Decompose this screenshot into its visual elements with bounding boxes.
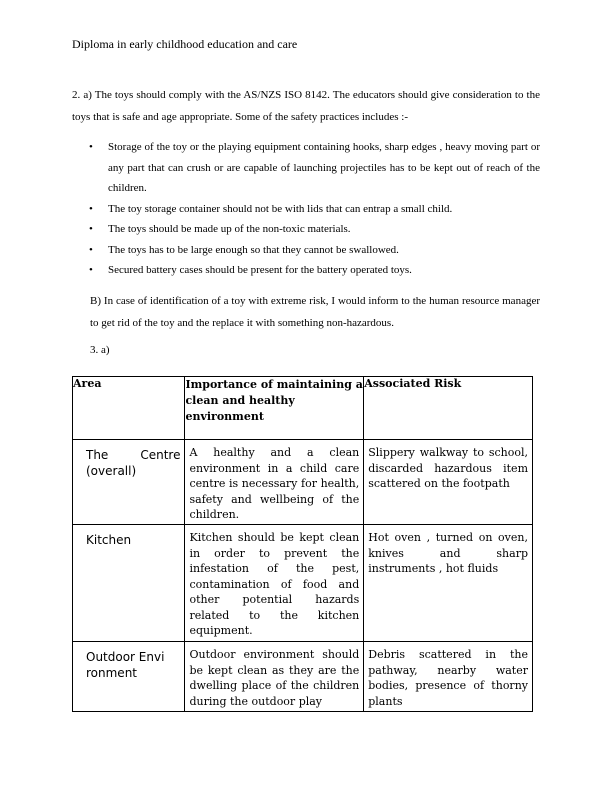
risk-text: Slippery walkway to school, discarded hazardous item scattered on the footpath	[368, 446, 528, 490]
list-item-text: The toys has to be large enough so that they cannot be swallowed.	[108, 243, 399, 256]
list-item	[89, 240, 540, 261]
table-row	[73, 525, 533, 642]
importance-text: Kitchen should be kept clean in order to prevent the infestation of the pest, contamination of food and other potential hazards related to the kitchen equipment.	[189, 531, 360, 637]
section-2a-intro: 2. a) The toys should comply with the AS/NZS ISO 8142. The educators should give consideration to the toys that is safe and age appropriate. Some of the safety practices includes :-	[72, 89, 540, 123]
bullet-icon: •	[89, 202, 93, 215]
table-row	[73, 642, 533, 712]
list-item-text: The toy storage container should not be with lids that can entrap a small child.	[108, 202, 453, 215]
section-2b-text: B) In case of identification of a toy with extreme risk, I would inform to the human resource manager to get rid of the toy and the replace it with something non-hazardous.	[90, 295, 540, 329]
importance-text: Outdoor environment should be kept clean as they are the dwelling place of the children during the outdoor play	[189, 648, 360, 708]
table-cell-area	[73, 440, 185, 525]
list-item-text: Secured battery cases should be present for the battery operated toys.	[108, 264, 412, 276]
table-cell-importance	[185, 440, 364, 525]
column-header-importance: Importance of maintaining a clean and healthy environment	[185, 377, 364, 440]
table-header-row	[73, 377, 533, 440]
table-row	[73, 440, 533, 525]
list-item	[89, 260, 540, 281]
list-item-text: The toys should be made up of the non-toxic materials.	[108, 223, 351, 235]
table-cell-risk	[364, 440, 533, 525]
environment-risk-table	[72, 376, 533, 712]
table-cell-risk	[364, 642, 533, 712]
area-label: Outdoor Environment	[86, 650, 165, 680]
list-item	[89, 219, 540, 240]
list-item	[89, 199, 540, 220]
table-cell-importance	[185, 525, 364, 642]
bullet-icon: •	[89, 141, 93, 153]
table-cell-area	[73, 525, 185, 642]
area-label: The Centre (overall)	[86, 448, 181, 478]
page-header: Diploma in early childhood education and care	[72, 37, 298, 51]
column-header-area: Area	[73, 377, 185, 440]
bullet-icon: •	[89, 223, 93, 235]
bullet-icon: •	[89, 264, 93, 276]
list-item-text: Storage of the toy or the playing equipment containing hooks, sharp edges , heavy moving part or any part that can crush or are capable of launching projectiles has to be kept out of reach of the children.	[108, 141, 540, 194]
bullet-icon: •	[89, 243, 93, 256]
area-label: Kitchen	[86, 533, 132, 547]
table-cell-risk	[364, 525, 533, 642]
importance-text: A healthy and a clean environment in a child care centre is necessary for health, safety and wellbeing of the children.	[189, 446, 360, 521]
list-item	[89, 137, 540, 199]
section-3a-label: 3. a)	[90, 344, 110, 356]
risk-text: Debris scattered in the pathway, nearby water bodies, presence of thorny plants	[368, 648, 528, 708]
table-cell-area	[73, 642, 185, 712]
table-cell-importance	[185, 642, 364, 712]
safety-practices-list	[89, 137, 540, 281]
column-header-risk: Associated Risk	[364, 377, 533, 440]
risk-text: Hot oven , turned on oven, knives and sharp instruments , hot fluids	[368, 531, 528, 575]
